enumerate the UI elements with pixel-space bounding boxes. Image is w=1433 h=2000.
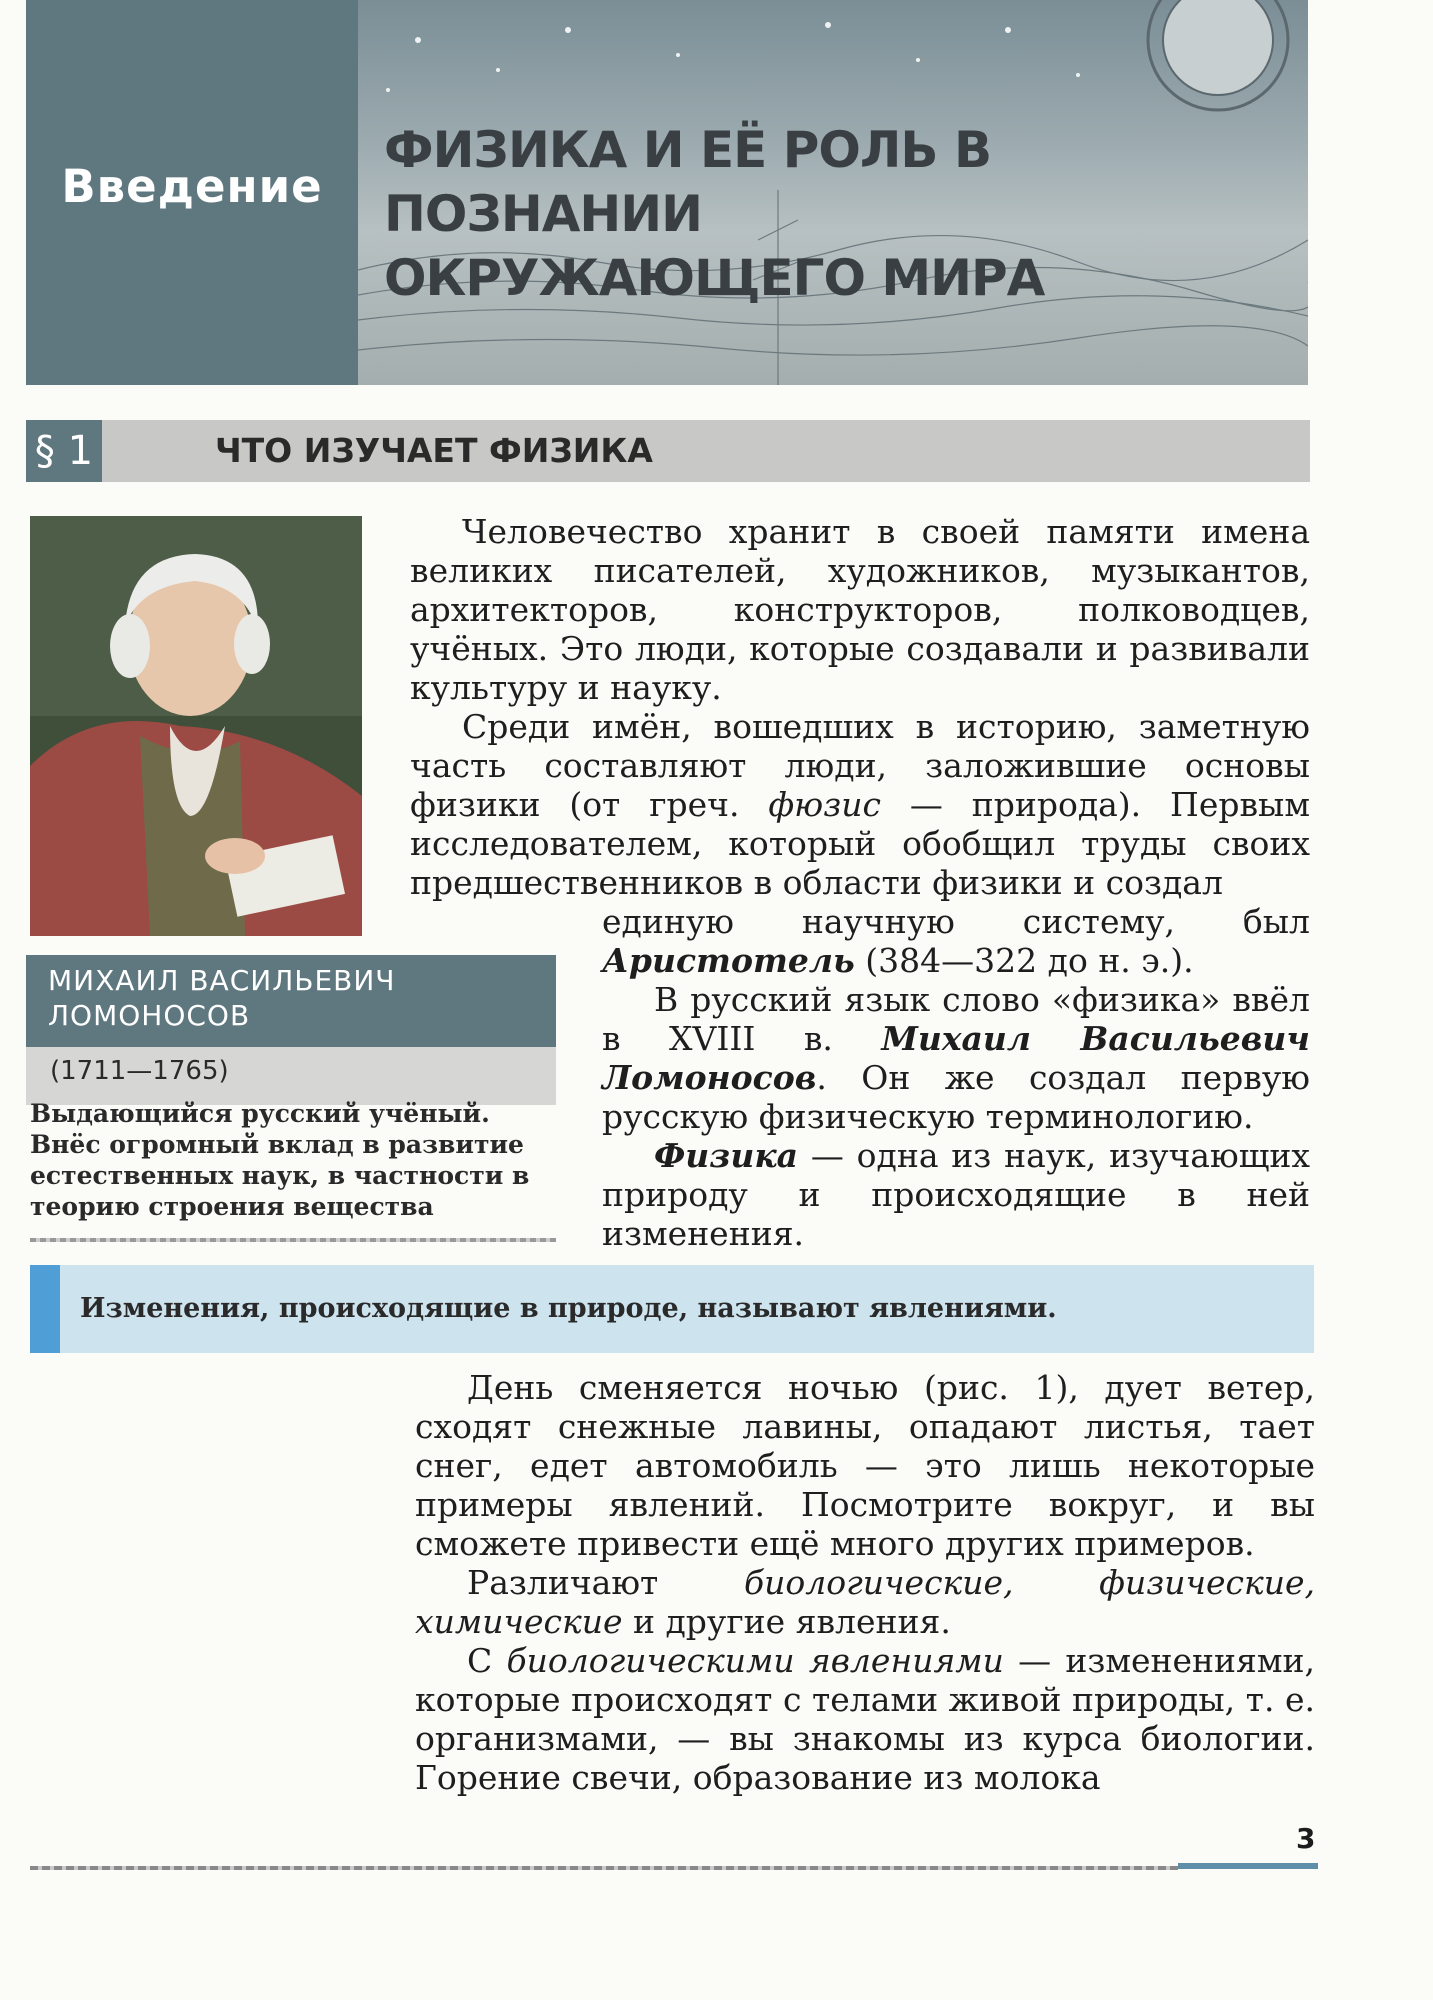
paragraph-1: Человечество хранит в своей памяти имена великих писателей, художников, музыкантов, архитекторов, конструкторов, полководцев, учёных. Это люди, которые создавали и развивали культуру и науку. bbox=[410, 512, 1310, 707]
paragraph-7: С биологическими явлениями — изменениями, которые происходят с телами живой природы, т. е. организмами, — вы знакомы из курса биологии. Горение свечи, образование из молока bbox=[415, 1641, 1316, 1797]
caption-name: МИХАИЛ ВАСИЛЬЕВИЧ ЛОМОНОСОВ bbox=[48, 964, 396, 1032]
body-text-middle bbox=[602, 902, 1310, 1253]
caption-description: Выдающийся русский учёный. Внёс огромный вклад в развитие естественных наук, в частности в теорию строения вещества bbox=[30, 1099, 530, 1221]
paragraph-4: Физика — одна из наук, изучающих природу и происходящие в ней изменения. bbox=[602, 1136, 1310, 1253]
paragraph-2-continued: единую научную систему, был Аристотель (384—322 до н. э.). bbox=[602, 902, 1310, 980]
body-text-lower bbox=[415, 1368, 1315, 1797]
section-title: ЧТО ИЗУЧАЕТ ФИЗИКА bbox=[215, 431, 653, 470]
definition-text: Изменения, происходящие в природе, называют явлениями. bbox=[80, 1293, 1057, 1324]
paragraph-5: День сменяется ночью (рис. 1), дует ветер, сходят снежные лавины, опадают листья, тает снег, едет автомобиль — это лишь некоторые примеры явлений. Посмотрите вокруг, и вы сможете привести ещё много других примеров. bbox=[415, 1368, 1315, 1563]
caption-years: (1711—1765) bbox=[50, 1056, 229, 1086]
paragraph-3: В русский язык слово «физика» ввёл в XVIII в. Михаил Васильевич Ломоносов. Он же создал первую русскую физическую терминологию. bbox=[602, 980, 1310, 1136]
footer-accent bbox=[1178, 1863, 1318, 1869]
lomonosov-portrait bbox=[30, 516, 362, 936]
definition-accent-stripe bbox=[30, 1265, 60, 1353]
chapter-title: ФИЗИКА И ЕЁ РОЛЬ В ПОЗНАНИИ ОКРУЖАЮЩЕГО МИРА bbox=[384, 121, 1045, 307]
paragraph-2: Среди имён, вошедших в историю, заметную часть составляют люди, заложившие основы физики (от греч. фюзис — природа). Первым исследователем, который обобщил труды своих предшественников в области физики и создал bbox=[410, 707, 1310, 902]
section-number: § 1 bbox=[26, 420, 102, 482]
body-text-upper bbox=[410, 512, 1310, 902]
footer-rule bbox=[30, 1866, 1178, 1870]
caption-divider bbox=[30, 1238, 556, 1242]
paragraph-6: Различают биологические, физические, химические и другие явления. bbox=[415, 1563, 1315, 1641]
chapter-label: Введение bbox=[61, 160, 323, 213]
page-number: 3 bbox=[1296, 1822, 1316, 1855]
